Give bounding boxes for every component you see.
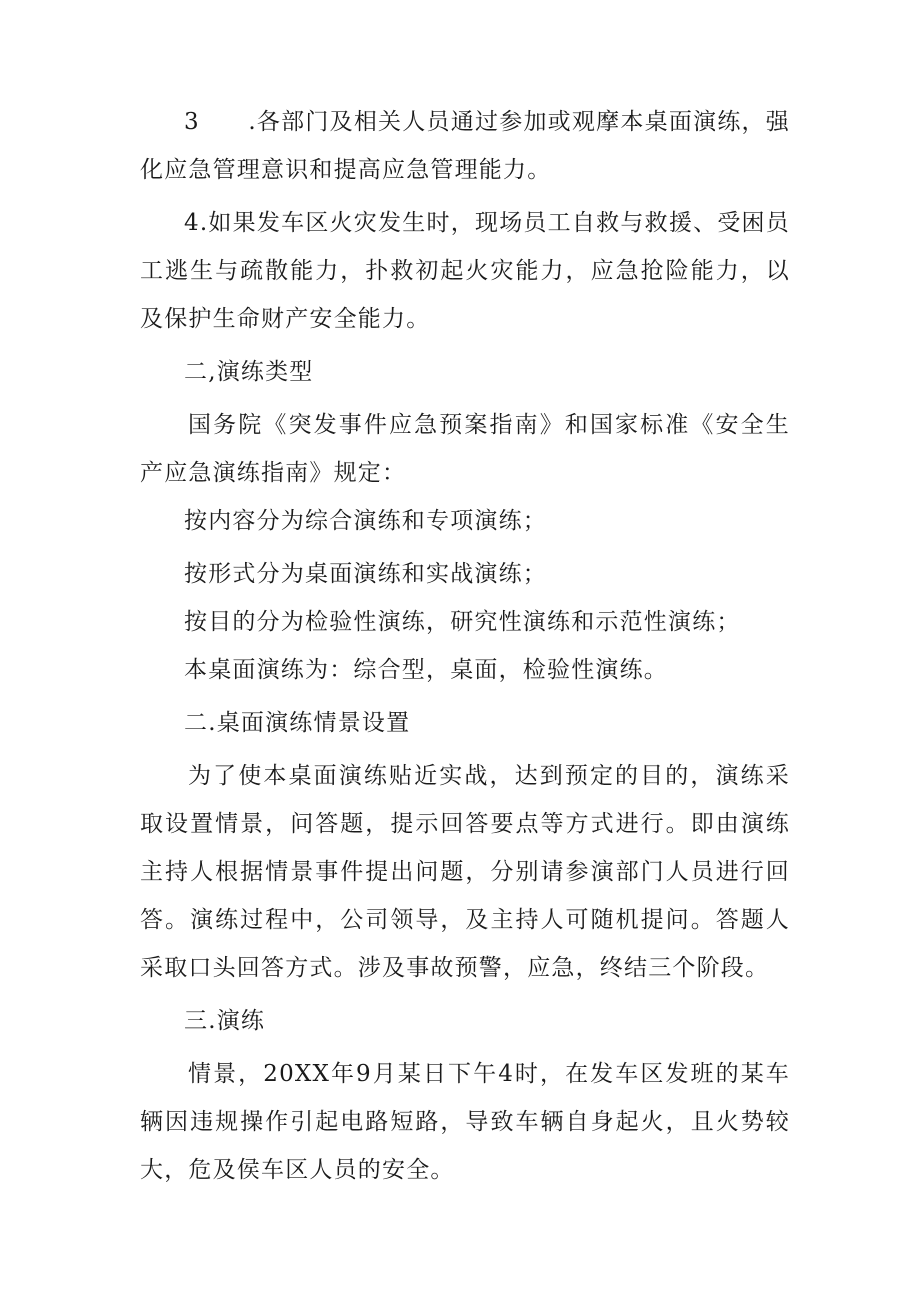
paragraph-drill-classification: 本桌面演练为：综合型，桌面，检验性演练。 xyxy=(184,657,668,683)
paragraph-scenario-method: 为了使本桌面演练贴近实战，达到预定的目的，演练采取设置情景，问答题，提示回答要点等方式进行。即由演练主持人根据情景事件提出问题，分别请参演部门人员进行回答。演练过程中，公司领导，及主持人可随机提问。答题人采取口头回答方式。涉及事故预警，应急，终结三个阶段。 xyxy=(140,763,790,981)
paragraph-scenario: 情景，20XX年9月某日下午4时，在发车区发班的某车辆因违规操作引起电路短路，导致车辆自身起火，且火势较大，危及侯车区人员的安全。 xyxy=(140,1061,790,1183)
section-heading-scenario-setup: 二.桌面演练情景设置 xyxy=(184,710,411,736)
list-item-by-purpose: 按目的分为检验性演练，研究性演练和示范性演练； xyxy=(184,609,741,635)
paragraph-item-4: 4.如果发车区火灾发生时，现场员工自救与救援、受困员工逃生与疏散能力，扑救初起火灾能力，应急抢险能力，以及保护生命财产安全能力。 xyxy=(140,210,790,332)
section-heading-drill: 三.演练 xyxy=(184,1008,266,1034)
paragraph-regulations: 国务院《突发事件应急预案指南》和国家标准《安全生产应急演练指南》规定： xyxy=(140,412,790,486)
list-item-by-content: 按内容分为综合演练和专项演练； xyxy=(184,508,547,534)
paragraph-item-3: 3 .各部门及相关人员通过参加或观摩本桌面演练，强化应急管理意识和提高应急管理能力。 xyxy=(140,109,790,183)
section-heading-drill-type: 二,演练类型 xyxy=(184,359,314,385)
list-item-by-form: 按形式分为桌面演练和实战演练； xyxy=(184,561,547,587)
document-page xyxy=(140,98,790,1194)
